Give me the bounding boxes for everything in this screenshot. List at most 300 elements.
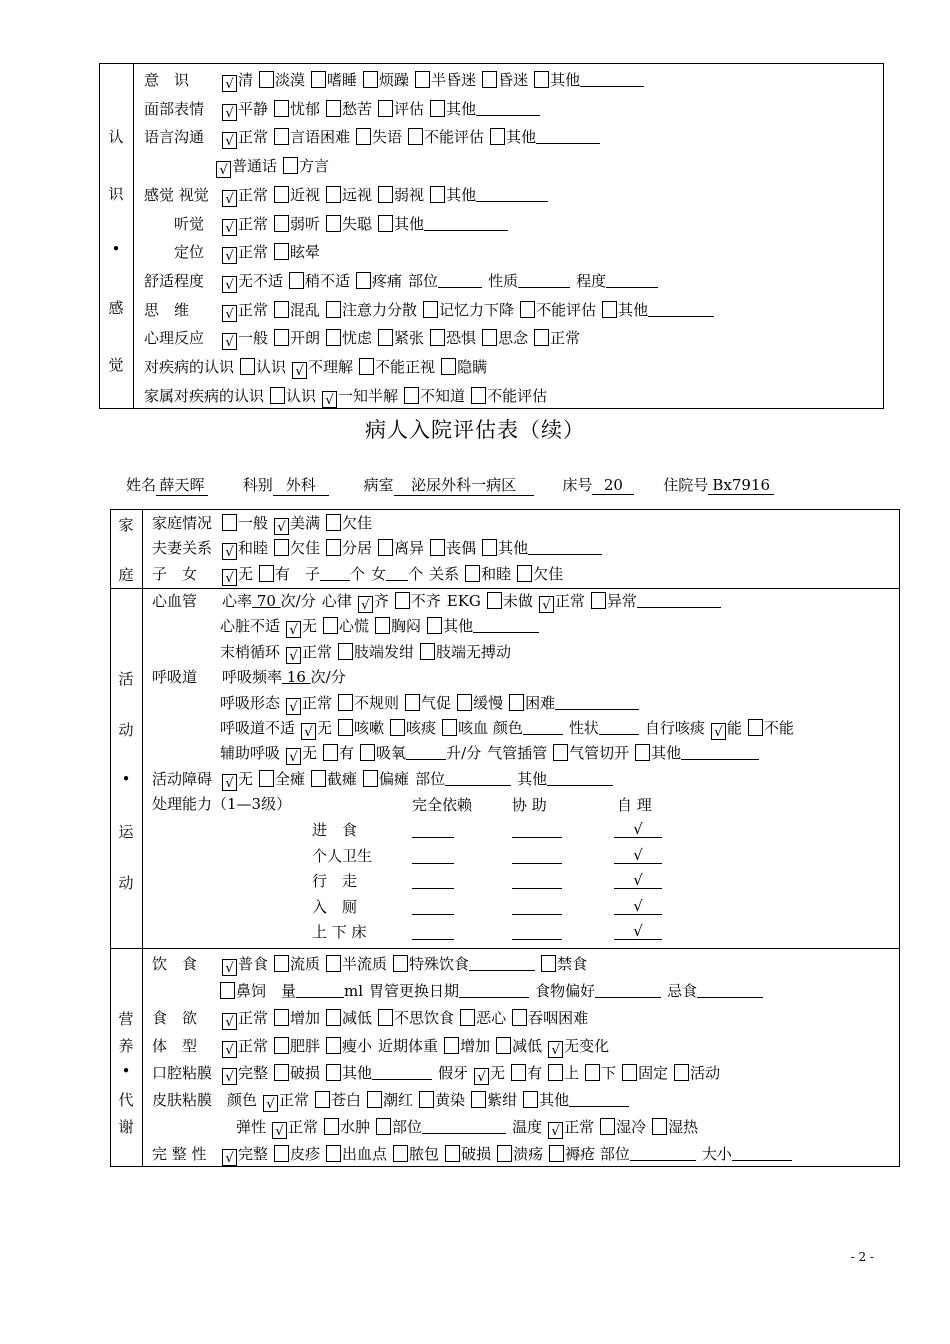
form-option[interactable] (496, 1035, 542, 1057)
checkbox[interactable]: √ (222, 333, 237, 350)
checkbox[interactable] (259, 71, 274, 88)
checkbox[interactable] (602, 301, 617, 318)
ability-value[interactable] (512, 819, 562, 838)
form-option[interactable] (274, 512, 320, 535)
blank-line[interactable] (320, 565, 350, 581)
checkbox[interactable] (315, 1091, 330, 1108)
checkbox[interactable]: √ (222, 132, 237, 149)
checkbox[interactable] (457, 694, 472, 711)
form-option[interactable] (600, 1116, 646, 1138)
checkbox[interactable] (378, 329, 393, 346)
form-option[interactable] (222, 126, 268, 149)
checkbox[interactable]: √ (222, 1041, 237, 1058)
blank-line[interactable] (606, 272, 658, 288)
form-option[interactable] (471, 385, 547, 407)
form-option[interactable] (259, 69, 305, 91)
checkbox[interactable] (430, 100, 445, 117)
form-option[interactable] (390, 717, 436, 739)
checkbox[interactable] (423, 301, 438, 318)
form-option[interactable] (274, 299, 320, 321)
form-option[interactable] (259, 768, 305, 790)
checkbox[interactable] (274, 128, 289, 145)
checkbox[interactable]: √ (539, 596, 554, 613)
checkbox[interactable]: √ (222, 774, 237, 791)
checkbox[interactable] (326, 539, 341, 556)
form-option[interactable] (222, 1143, 268, 1166)
form-option[interactable] (652, 1116, 698, 1138)
checkbox[interactable] (497, 1145, 512, 1162)
form-option[interactable] (301, 717, 332, 740)
checkbox[interactable] (274, 301, 289, 318)
ability-value[interactable]: √ (614, 921, 662, 940)
form-option[interactable] (534, 69, 644, 91)
blank-line[interactable] (424, 215, 508, 231)
checkbox[interactable] (274, 1009, 289, 1026)
checkbox[interactable] (323, 617, 338, 634)
blank-line[interactable] (648, 301, 714, 317)
checkbox[interactable] (326, 514, 341, 531)
form-option[interactable] (359, 356, 435, 378)
form-option[interactable] (222, 184, 268, 207)
checkbox[interactable]: √ (216, 161, 231, 178)
blank-line[interactable] (555, 694, 639, 710)
checkbox[interactable]: √ (292, 362, 307, 379)
form-option[interactable] (415, 69, 476, 91)
checkbox[interactable] (326, 1037, 341, 1054)
checkbox[interactable] (496, 1037, 511, 1054)
form-option[interactable] (292, 356, 353, 379)
checkbox[interactable] (338, 694, 353, 711)
form-option[interactable] (553, 742, 629, 764)
checkbox[interactable] (274, 215, 289, 232)
form-option[interactable] (509, 692, 639, 714)
form-option[interactable] (222, 270, 283, 293)
checkbox[interactable] (482, 539, 497, 556)
form-option[interactable] (511, 1062, 542, 1084)
form-option[interactable] (270, 385, 316, 407)
blank-line[interactable] (406, 744, 446, 760)
checkbox[interactable] (408, 128, 423, 145)
checkbox[interactable] (471, 1091, 486, 1108)
checkbox[interactable]: √ (272, 1122, 287, 1139)
ability-value[interactable]: √ (614, 870, 662, 889)
blank-line[interactable] (681, 744, 759, 760)
form-option[interactable] (222, 953, 268, 976)
form-option[interactable] (286, 641, 332, 664)
checkbox[interactable] (326, 329, 341, 346)
form-option[interactable] (326, 537, 372, 559)
form-option[interactable] (283, 155, 329, 177)
form-option[interactable] (363, 768, 409, 790)
form-option[interactable] (274, 98, 320, 120)
form-option[interactable] (711, 717, 742, 740)
checkbox[interactable] (419, 1091, 434, 1108)
form-option[interactable] (222, 1062, 268, 1085)
checkbox[interactable] (378, 186, 393, 203)
checkbox[interactable]: √ (711, 723, 726, 740)
checkbox[interactable] (326, 186, 341, 203)
checkbox[interactable] (405, 694, 420, 711)
checkbox[interactable] (326, 100, 341, 117)
checkbox[interactable]: √ (286, 621, 301, 638)
checkbox[interactable] (326, 1009, 341, 1026)
checkbox[interactable] (442, 719, 457, 736)
form-option[interactable] (263, 1089, 309, 1112)
checkbox[interactable] (404, 387, 419, 404)
form-option[interactable] (274, 537, 320, 559)
checkbox[interactable]: √ (474, 1068, 489, 1085)
form-option[interactable] (517, 563, 563, 585)
ability-value[interactable] (512, 870, 562, 889)
form-option[interactable] (222, 98, 268, 121)
form-option[interactable] (240, 356, 286, 378)
checkbox[interactable]: √ (222, 75, 237, 92)
checkbox[interactable] (517, 565, 532, 582)
checkbox[interactable]: √ (263, 1095, 278, 1112)
form-option[interactable] (393, 953, 535, 975)
form-option[interactable] (222, 299, 268, 322)
form-option[interactable] (326, 1007, 372, 1029)
form-option[interactable] (326, 512, 372, 534)
checkbox[interactable] (274, 1145, 289, 1162)
checkbox[interactable]: √ (222, 1013, 237, 1030)
ability-value[interactable] (412, 845, 454, 864)
checkbox[interactable]: √ (274, 518, 289, 535)
checkbox[interactable]: √ (222, 959, 237, 976)
checkbox[interactable] (363, 71, 378, 88)
checkbox[interactable] (378, 1009, 393, 1026)
form-option[interactable] (548, 1035, 609, 1058)
ability-value[interactable] (412, 819, 454, 838)
checkbox[interactable]: √ (222, 190, 237, 207)
checkbox[interactable] (359, 358, 374, 375)
checkbox[interactable] (465, 565, 480, 582)
blank-line[interactable] (469, 955, 535, 971)
checkbox[interactable] (393, 1145, 408, 1162)
checkbox[interactable] (375, 617, 390, 634)
blank-line[interactable] (518, 272, 570, 288)
checkbox[interactable] (326, 955, 341, 972)
checkbox[interactable] (482, 71, 497, 88)
form-option[interactable] (445, 1143, 491, 1165)
ability-value[interactable]: √ (614, 896, 662, 915)
checkbox[interactable] (338, 719, 353, 736)
form-option[interactable] (338, 692, 399, 714)
form-option[interactable] (274, 1035, 320, 1057)
form-option[interactable] (378, 537, 424, 559)
form-option[interactable] (378, 1007, 454, 1029)
blank-line[interactable] (697, 982, 763, 998)
form-option[interactable] (539, 590, 585, 613)
blank-line[interactable] (445, 770, 511, 786)
form-option[interactable] (512, 1007, 588, 1029)
checkbox[interactable] (395, 592, 410, 609)
checkbox[interactable] (240, 358, 255, 375)
form-option[interactable] (274, 1143, 320, 1165)
form-option[interactable] (311, 69, 357, 91)
form-option[interactable] (444, 1035, 490, 1057)
checkbox[interactable] (270, 387, 285, 404)
form-option[interactable] (323, 742, 354, 764)
form-option[interactable] (534, 327, 580, 349)
checkbox[interactable] (274, 1064, 289, 1081)
form-option[interactable] (378, 327, 424, 349)
checkbox[interactable] (274, 186, 289, 203)
checkbox[interactable] (338, 643, 353, 660)
form-option[interactable] (274, 953, 320, 975)
checkbox[interactable] (259, 565, 274, 582)
blank-line[interactable] (372, 1064, 432, 1080)
form-option[interactable] (404, 385, 465, 407)
form-option[interactable] (591, 590, 721, 612)
checkbox[interactable] (591, 592, 606, 609)
checkbox[interactable] (323, 744, 338, 761)
checkbox[interactable] (534, 71, 549, 88)
form-option[interactable] (289, 270, 350, 292)
form-option[interactable] (430, 184, 548, 206)
blank-line[interactable] (732, 1145, 792, 1161)
blank-line[interactable] (438, 272, 482, 288)
checkbox[interactable]: √ (358, 596, 373, 613)
blank-line[interactable] (637, 592, 721, 608)
form-option[interactable] (405, 692, 451, 714)
form-option[interactable] (326, 98, 372, 120)
checkbox[interactable] (548, 1064, 563, 1081)
ability-value[interactable] (512, 896, 562, 915)
checkbox[interactable] (520, 301, 535, 318)
checkbox[interactable]: √ (286, 647, 301, 664)
form-option[interactable] (375, 615, 421, 637)
checkbox[interactable] (427, 617, 442, 634)
blank-line[interactable] (422, 1118, 506, 1134)
checkbox[interactable] (222, 514, 237, 531)
checkbox[interactable] (652, 1118, 667, 1135)
checkbox[interactable]: √ (548, 1041, 563, 1058)
form-option[interactable] (358, 590, 389, 613)
form-option[interactable] (272, 1116, 318, 1139)
ability-value[interactable]: √ (614, 819, 662, 838)
checkbox[interactable] (326, 215, 341, 232)
checkbox[interactable] (274, 539, 289, 556)
checkbox[interactable] (444, 1037, 459, 1054)
form-option[interactable] (322, 385, 398, 408)
form-option[interactable] (356, 270, 402, 292)
checkbox[interactable] (441, 358, 456, 375)
checkbox[interactable]: √ (222, 1068, 237, 1085)
checkbox[interactable] (326, 301, 341, 318)
form-option[interactable] (482, 327, 528, 349)
form-option[interactable] (356, 126, 402, 148)
form-option[interactable] (378, 98, 424, 120)
checkbox[interactable] (376, 1118, 391, 1135)
ability-value[interactable] (512, 921, 562, 940)
form-option[interactable] (482, 537, 602, 559)
form-option[interactable] (222, 1035, 268, 1058)
form-option[interactable] (274, 213, 320, 235)
checkbox[interactable] (600, 1118, 615, 1135)
checkbox[interactable] (360, 744, 375, 761)
checkbox[interactable] (363, 770, 378, 787)
blank-line[interactable] (599, 719, 639, 735)
form-option[interactable] (523, 1089, 629, 1111)
form-option[interactable] (408, 126, 484, 148)
checkbox[interactable]: √ (222, 104, 237, 121)
checkbox[interactable] (490, 128, 505, 145)
checkbox[interactable]: √ (286, 748, 301, 765)
form-option[interactable] (393, 1143, 439, 1165)
form-option[interactable] (460, 1007, 506, 1029)
checkbox[interactable] (541, 955, 556, 972)
checkbox[interactable] (274, 100, 289, 117)
form-option[interactable] (326, 327, 372, 349)
checkbox[interactable]: √ (222, 569, 237, 586)
checkbox[interactable] (622, 1064, 637, 1081)
blank-line[interactable] (476, 100, 540, 116)
form-option[interactable] (442, 717, 563, 739)
form-option[interactable] (286, 742, 317, 765)
form-option[interactable] (220, 980, 363, 1002)
form-option[interactable] (482, 69, 528, 91)
checkbox[interactable]: √ (222, 276, 237, 293)
form-option[interactable] (326, 213, 372, 235)
form-option[interactable] (311, 768, 357, 790)
form-option[interactable] (748, 717, 794, 739)
checkbox[interactable] (326, 1145, 341, 1162)
form-option[interactable] (360, 742, 481, 764)
form-option[interactable] (338, 717, 384, 739)
checkbox[interactable] (445, 1145, 460, 1162)
checkbox[interactable]: √ (222, 543, 237, 560)
form-option[interactable] (338, 641, 414, 663)
form-option[interactable] (274, 184, 320, 206)
form-option[interactable] (622, 1062, 668, 1084)
checkbox[interactable] (482, 329, 497, 346)
blank-line[interactable] (473, 617, 539, 633)
checkbox[interactable] (378, 539, 393, 556)
form-option[interactable] (222, 1007, 268, 1030)
ability-value[interactable] (412, 896, 454, 915)
checkbox[interactable] (430, 539, 445, 556)
checkbox[interactable] (674, 1064, 689, 1081)
checkbox[interactable] (430, 186, 445, 203)
checkbox[interactable] (274, 1037, 289, 1054)
form-option[interactable] (326, 1035, 372, 1057)
checkbox[interactable] (415, 71, 430, 88)
blank-line[interactable] (547, 770, 613, 786)
checkbox[interactable] (420, 643, 435, 660)
checkbox[interactable] (274, 955, 289, 972)
form-option[interactable] (490, 126, 600, 148)
checkbox[interactable] (471, 387, 486, 404)
form-option[interactable] (497, 1143, 543, 1165)
form-option[interactable] (465, 563, 511, 585)
checkbox[interactable]: √ (222, 1149, 237, 1166)
form-option[interactable] (222, 327, 268, 350)
blank-line[interactable] (296, 982, 344, 998)
form-option[interactable] (222, 213, 268, 236)
checkbox[interactable] (430, 329, 445, 346)
form-option[interactable] (274, 327, 320, 349)
form-option[interactable] (548, 1116, 594, 1139)
form-option[interactable] (259, 563, 365, 585)
form-option[interactable] (674, 1062, 720, 1084)
form-option[interactable] (222, 537, 268, 560)
form-option[interactable] (323, 615, 369, 637)
checkbox[interactable] (220, 982, 235, 999)
checkbox[interactable] (553, 744, 568, 761)
form-option[interactable] (419, 1089, 465, 1111)
blank-line[interactable] (476, 186, 548, 202)
checkbox[interactable] (487, 592, 502, 609)
blank-line[interactable] (386, 565, 408, 581)
form-option[interactable] (315, 1089, 361, 1111)
checkbox[interactable]: √ (286, 698, 301, 715)
form-option[interactable] (274, 241, 320, 263)
ability-value[interactable]: √ (614, 845, 662, 864)
checkbox[interactable] (326, 1064, 341, 1081)
form-option[interactable] (474, 1062, 505, 1085)
form-option[interactable] (378, 213, 508, 235)
form-option[interactable] (216, 155, 277, 178)
checkbox[interactable] (509, 694, 524, 711)
checkbox[interactable]: √ (301, 723, 316, 740)
ability-value[interactable] (512, 845, 562, 864)
form-option[interactable] (427, 615, 539, 637)
form-option[interactable] (541, 953, 587, 975)
form-option[interactable] (395, 590, 441, 612)
checkbox[interactable] (378, 100, 393, 117)
form-option[interactable] (326, 299, 417, 321)
blank-line[interactable] (595, 982, 661, 998)
checkbox[interactable] (549, 1145, 564, 1162)
form-option[interactable] (222, 768, 253, 791)
form-option[interactable] (378, 184, 424, 206)
checkbox[interactable]: √ (322, 391, 337, 408)
form-option[interactable] (363, 69, 409, 91)
form-option[interactable] (274, 1062, 320, 1084)
blank-line[interactable] (528, 539, 602, 555)
checkbox[interactable] (635, 744, 650, 761)
checkbox[interactable] (289, 272, 304, 289)
form-option[interactable] (487, 590, 533, 612)
form-option[interactable] (326, 184, 372, 206)
form-option[interactable] (274, 126, 350, 148)
form-option[interactable] (420, 641, 511, 663)
ability-value[interactable] (412, 870, 454, 889)
blank-line[interactable] (523, 719, 563, 735)
form-option[interactable] (430, 98, 540, 120)
checkbox[interactable] (356, 128, 371, 145)
form-option[interactable] (222, 69, 253, 92)
checkbox[interactable] (512, 1009, 527, 1026)
checkbox[interactable] (378, 215, 393, 232)
form-option[interactable] (441, 356, 487, 378)
form-option[interactable] (520, 299, 596, 321)
form-option[interactable] (222, 512, 268, 534)
form-option[interactable] (602, 299, 714, 321)
form-option[interactable] (222, 241, 268, 264)
checkbox[interactable]: √ (222, 219, 237, 236)
checkbox[interactable] (274, 243, 289, 260)
form-option[interactable] (549, 1143, 696, 1165)
checkbox[interactable] (356, 272, 371, 289)
ability-value[interactable] (412, 921, 454, 940)
blank-line[interactable] (569, 1091, 629, 1107)
checkbox[interactable] (534, 329, 549, 346)
checkbox[interactable] (311, 770, 326, 787)
form-option[interactable] (222, 563, 253, 586)
form-option[interactable] (471, 1089, 517, 1111)
